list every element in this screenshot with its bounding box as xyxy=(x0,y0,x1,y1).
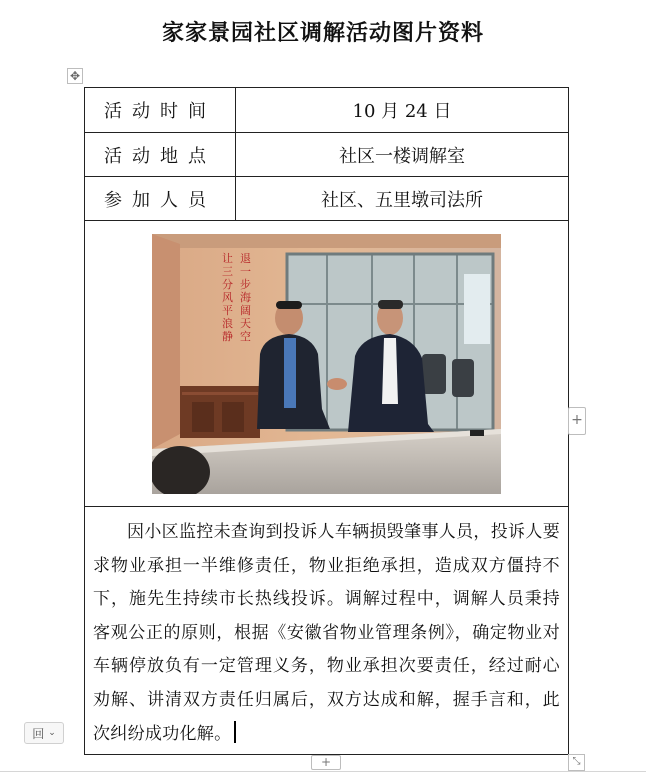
row-label: 活动时间 xyxy=(85,88,236,133)
photo-row xyxy=(85,221,569,507)
add-row-button[interactable] xyxy=(311,755,341,770)
description-cell[interactable] xyxy=(85,507,569,755)
table-row xyxy=(85,133,569,177)
chevron-down-icon: ⌄ xyxy=(48,728,56,738)
text-row xyxy=(85,507,569,755)
move-icon: ✥ xyxy=(69,69,81,83)
plus-icon: + xyxy=(571,412,583,428)
row-label: 活动地点 xyxy=(85,133,236,177)
resize-icon: ⤡ xyxy=(572,756,581,767)
wall-slogan-left: 让三分风平浪静 xyxy=(222,251,233,343)
row-value: 社区一楼调解室 xyxy=(236,133,569,177)
layout-options-button[interactable] xyxy=(24,722,64,744)
page-bottom-divider xyxy=(0,771,646,772)
table-move-handle[interactable] xyxy=(67,68,83,84)
row-value: 社区、五里墩司法所 xyxy=(236,177,569,221)
text-cursor xyxy=(234,721,236,743)
plus-icon: + xyxy=(320,755,332,769)
row-label: 参加人员 xyxy=(85,177,236,221)
description-paragraph: 因小区监控未查询到投诉人车辆损毁肇事人员，投诉人要求物业承担一半维修责任，物业拒绝承担，造成双方僵持不下，施先生持续市长热线投诉。调解过程中，调解人员秉持客观公正的原则，根据《安徽省物业管理条例》，确定物业对车辆停放负有一定管理义务，物业承担次要责任，经过耐心劝解、讲清双方责任归属后，双方达成和解，握手言和，此次纠纷成功化解。 xyxy=(93,522,560,744)
add-column-button[interactable] xyxy=(568,407,586,435)
mediation-photo[interactable] xyxy=(152,234,501,494)
table-row xyxy=(85,177,569,221)
activity-table xyxy=(84,87,569,755)
wall-slogan-right: 退一步海阔天空 xyxy=(240,251,251,343)
table-resize-handle[interactable] xyxy=(568,754,585,771)
layout-icon: 回 xyxy=(32,726,45,741)
row-value: 10 月 24 日 xyxy=(236,88,569,133)
document-title: 家家景园社区调解活动图片资料 xyxy=(161,21,484,46)
table-row xyxy=(85,88,569,133)
photo-cell xyxy=(85,221,569,507)
